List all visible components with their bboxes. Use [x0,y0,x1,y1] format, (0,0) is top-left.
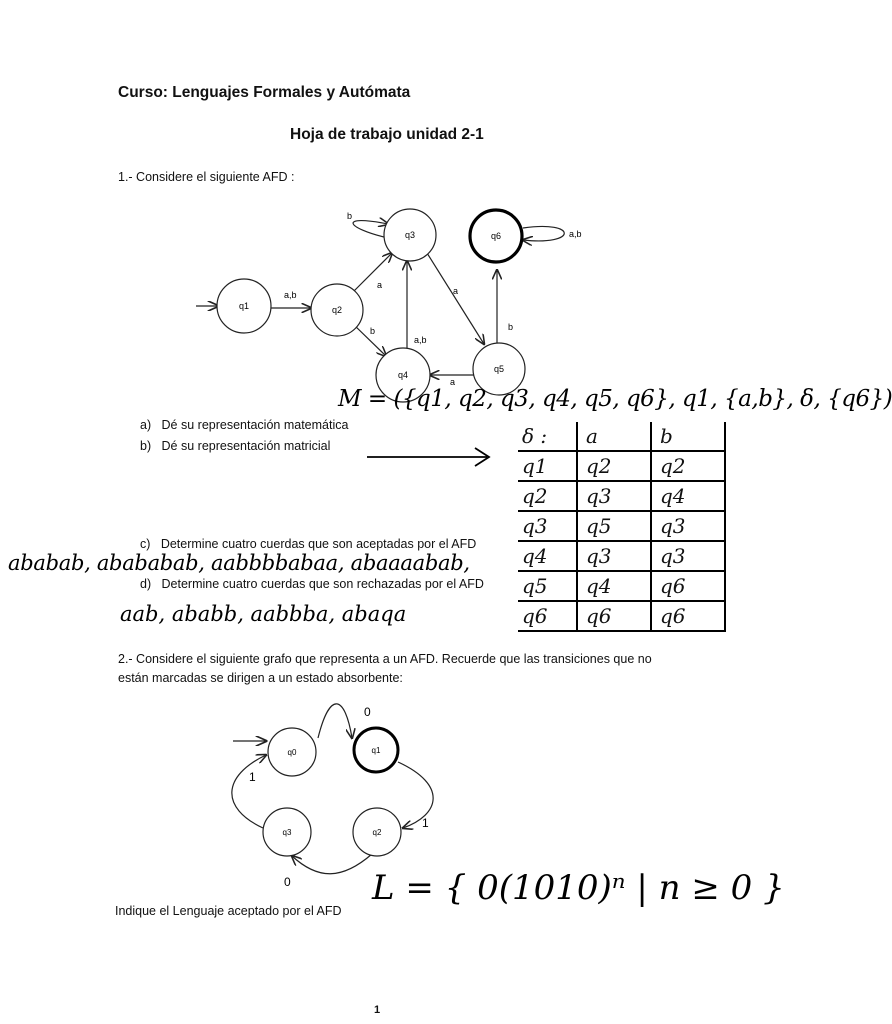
state-q3 [384,209,436,261]
page-number: 1 [374,1004,381,1016]
table-cell-state: q1 [518,451,577,481]
question-1-prompt: 1.- Considere el siguiente AFD : [118,170,295,184]
state-q3 [263,808,311,856]
edge-label-left: 1 [249,770,256,784]
item-d-text: d) Determine cuatro cuerdas que son rechazadas por el AFD [140,577,484,591]
table-cell-state: q4 [518,541,577,571]
handwritten-math-representation: M = ({q1, q2, q3, q4, q5, q6}, q1, {a,b}, δ, {q6}) [338,386,892,412]
table-cell: q3 [577,541,651,571]
table-row [518,601,725,631]
course-title: Curso: Lenguajes Formales y Autómata [118,84,411,101]
state-q2 [353,808,401,856]
edge-label-right: 1 [422,816,429,830]
table-cell: q5 [577,511,651,541]
table-cell: q6 [651,571,725,601]
edge-label-bottom: 0 [284,875,291,889]
item-b-text: b) Dé su representación matricial [140,439,331,453]
svg-text:q3: q3 [282,828,292,837]
svg-text:q6: q6 [490,231,502,241]
table-cell: q3 [577,481,651,511]
table-header-cell: b [651,422,725,451]
table-cell-state: q6 [518,601,577,631]
table-cell: q6 [577,601,651,631]
edge-label-q2-q4: b [370,326,376,336]
transition-table [518,422,726,632]
table-cell-state: q5 [518,571,577,601]
state-q1 [217,279,271,333]
handwritten-accepted-strings: ababab, abababab, aabbbbabaa, abaaaabab, [8,551,470,575]
svg-text:q5: q5 [493,364,505,374]
table-row [518,541,725,571]
table-row [518,451,725,481]
table-cell: q3 [651,511,725,541]
handwritten-rejected-strings: aab, ababb, aabbba, abaqa [120,602,407,626]
edge-label-q5-q6: b [508,322,514,332]
table-header-cell: a [577,422,651,451]
svg-text:q1: q1 [238,301,250,311]
handwritten-language-answer: L = { 0(1010)ⁿ | n ≥ 0 } [372,868,785,908]
item-c-text: c) Determine cuatro cuerdas que son aceptadas por el AFD [140,537,477,551]
table-cell-state: q2 [518,481,577,511]
table-header-row [518,422,725,451]
svg-text:q2: q2 [372,828,382,837]
svg-text:q1: q1 [371,746,381,755]
edge-label-q3-q5: a [453,286,459,296]
table-cell: q6 [651,601,725,631]
edge-label-q2-q3: a [377,280,383,290]
table-row [518,571,725,601]
table-cell: q4 [577,571,651,601]
edge-label-q1-q2: a,b [284,290,297,300]
svg-text:q2: q2 [331,305,343,315]
state-q0 [268,728,316,776]
handwritten-arrow-icon [365,445,495,469]
edge-label-q6-loop: a,b [569,229,582,239]
table-row [518,511,725,541]
edge-label-q3-loop: b [347,211,353,221]
table-cell: q2 [651,451,725,481]
question-2-prompt-line-2: están marcadas se dirigen a un estado absorbente: [118,671,403,685]
question-2-prompt-line-1: 2.- Considere el siguiente grafo que representa a un AFD. Recuerde que las transiciones que no [118,652,652,666]
table-cell: q2 [577,451,651,481]
svg-text:q4: q4 [397,370,409,380]
svg-text:q0: q0 [287,748,297,757]
table-cell: q4 [651,481,725,511]
table-cell-state: q3 [518,511,577,541]
table-cell: q3 [651,541,725,571]
dfa-diagram-1 [190,195,610,405]
state-q6-accepting [470,210,522,262]
dfa-diagram-2 [220,700,450,890]
question-2-ask: Indique el Lenguaje aceptado por el AFD [115,904,342,918]
edge-label-q4-q3: a,b [414,335,427,345]
state-q2 [311,284,363,336]
edge-label-top: 0 [364,705,371,719]
svg-text:q3: q3 [404,230,416,240]
table-row [518,481,725,511]
sheet-title: Hoja de trabajo unidad 2-1 [290,126,484,143]
edge-label-q5-q4: a [450,377,456,387]
table-header-cell: δ : [518,422,577,451]
state-q1-accepting [354,728,398,772]
item-a-text: a) Dé su representación matemática [140,418,349,432]
